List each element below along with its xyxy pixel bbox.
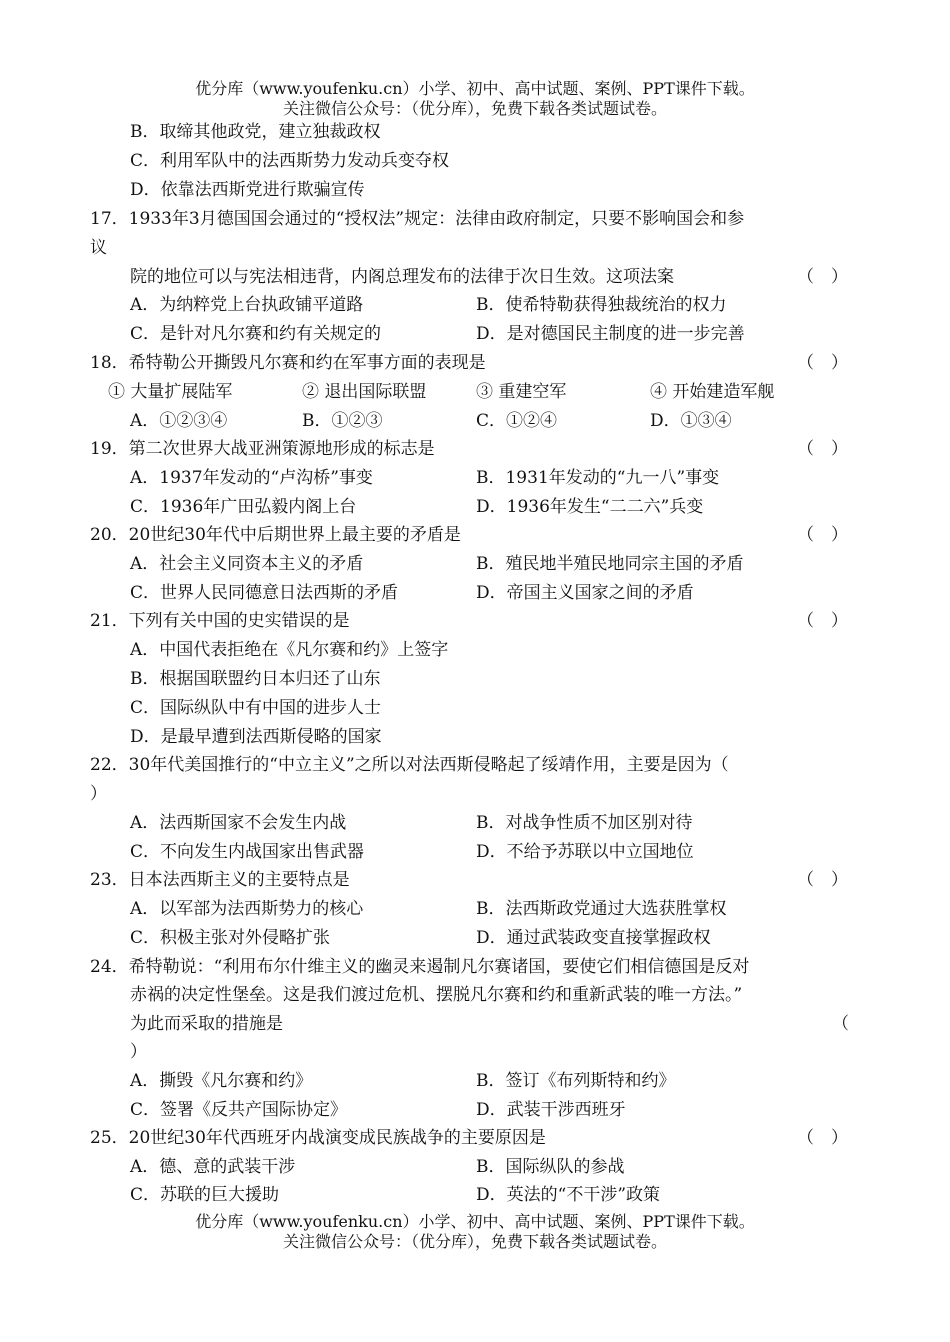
header-line-1: 优分库（www.youfenku.cn）小学、初中、高中试题、案例、PPT课件下载。 bbox=[195, 79, 755, 98]
q20-option-d: D．帝国主义国家之间的矛盾 bbox=[476, 583, 694, 603]
q25-option-b: B．国际纵队的参战 bbox=[476, 1157, 625, 1177]
q21-answer-paren: （ ） bbox=[797, 611, 848, 631]
q21-option-b: B．根据国联盟约日本归还了山东 bbox=[130, 669, 381, 689]
q16-option-c: C．利用军队中的法西斯势力发动兵变夺权 bbox=[130, 151, 450, 171]
q22-option-d: D．不给予苏联以中立国地位 bbox=[476, 842, 694, 862]
q24-option-c: C．签署《反共产国际协定》 bbox=[130, 1100, 348, 1120]
q18-option-a: A．①②③④ bbox=[130, 411, 228, 431]
q24-stem-line-2: 赤祸的决定性堡垒。这是我们渡过危机、摆脱凡尔赛和约和重新武装的唯一方法。” bbox=[130, 985, 743, 1005]
q17-stem-line-1: 17．1933年3月德国国会通过的“授权法”规定：法律由政府制定，只要不影响国会和参 bbox=[90, 209, 745, 229]
q23-stem: 23．日本法西斯主义的主要特点是 bbox=[90, 870, 350, 890]
q19-stem: 19．第二次世界大战亚洲策源地形成的标志是 bbox=[90, 439, 435, 459]
q24-stem-line-1: 24．希特勒说：“利用布尔什维主义的幽灵来遏制凡尔赛诸国，要使它们相信德国是反对 bbox=[90, 957, 750, 977]
q20-stem: 20．20世纪30年代中后期世界上最主要的矛盾是 bbox=[90, 525, 461, 545]
q17-option-b: B．使希特勒获得独裁统治的权力 bbox=[476, 295, 727, 315]
q18-option-c: C．①②④ bbox=[476, 411, 558, 431]
q18-item-1: ① 大量扩展陆军 bbox=[108, 382, 233, 402]
q24-stem-line-3: 为此而采取的措施是 bbox=[130, 1014, 283, 1034]
q21-option-d: D．是最早遭到法西斯侵略的国家 bbox=[130, 727, 382, 747]
q19-option-d: D．1936年发生“二二六”兵变 bbox=[476, 497, 704, 517]
q17-stem-line-3: 院的地位可以与宪法相违背，内阁总理发布的法律于次日生效。这项法案 bbox=[130, 267, 674, 287]
q21-option-a: A．中国代表拒绝在《凡尔赛和约》上签字 bbox=[130, 640, 449, 660]
q17-option-a: A．为纳粹党上台执政铺平道路 bbox=[130, 295, 364, 315]
q25-answer-paren: （ ） bbox=[797, 1128, 848, 1148]
q23-option-b: B．法西斯政党通过大选获胜掌权 bbox=[476, 899, 727, 919]
q20-option-a: A．社会主义同资本主义的矛盾 bbox=[130, 554, 364, 574]
q24-paren-open: （ bbox=[832, 1014, 849, 1034]
q22-stem-line-2: ） bbox=[90, 784, 107, 804]
q19-option-c: C．1936年广田弘毅内阁上台 bbox=[130, 497, 357, 517]
q24-option-a: A．撕毁《凡尔赛和约》 bbox=[130, 1071, 313, 1091]
q24-option-b: B．签订《布列斯特和约》 bbox=[476, 1071, 676, 1091]
q17-stem-line-2: 议 bbox=[90, 238, 107, 258]
q22-option-a: A．法西斯国家不会发生内战 bbox=[130, 813, 347, 833]
q22-option-c: C．不向发生内战国家出售武器 bbox=[130, 842, 365, 862]
q25-option-c: C．苏联的巨大援助 bbox=[130, 1185, 280, 1205]
q17-answer-paren: （ ） bbox=[797, 267, 848, 287]
q16-option-b: B．取缔其他政党，建立独裁政权 bbox=[130, 122, 381, 142]
q18-item-2: ② 退出国际联盟 bbox=[302, 382, 427, 402]
q18-answer-paren: （ ） bbox=[797, 353, 848, 373]
q17-option-c: C．是针对凡尔赛和约有关规定的 bbox=[130, 324, 382, 344]
q24-paren-close: ） bbox=[130, 1042, 147, 1062]
q21-option-c: C．国际纵队中有中国的进步人士 bbox=[130, 698, 382, 718]
q19-answer-paren: （ ） bbox=[797, 439, 848, 459]
q18-item-4: ④ 开始建造军舰 bbox=[650, 382, 775, 402]
q23-option-d: D．通过武装政变直接掌握政权 bbox=[476, 928, 711, 948]
q22-stem-line-1: 22．30年代美国推行的“中立主义”之所以对法西斯侵略起了绥靖作用，主要是因为（ bbox=[90, 755, 729, 775]
q22-option-b: B．对战争性质不加区别对待 bbox=[476, 813, 693, 833]
q18-stem: 18．希特勒公开撕毁凡尔赛和约在军事方面的表现是 bbox=[90, 353, 486, 373]
q20-option-b: B．殖民地半殖民地同宗主国的矛盾 bbox=[476, 554, 744, 574]
header-line-2: 关注微信公众号：（优分库），免费下载各类试题试卷。 bbox=[282, 99, 667, 118]
q20-option-c: C．世界人民同德意日法西斯的矛盾 bbox=[130, 583, 399, 603]
q23-option-a: A．以军部为法西斯势力的核心 bbox=[130, 899, 364, 919]
q23-option-c: C．积极主张对外侵略扩张 bbox=[130, 928, 331, 948]
q19-option-a: A．1937年发动的“卢沟桥”事变 bbox=[130, 468, 373, 488]
q25-option-d: D．英法的“不干涉”政策 bbox=[476, 1185, 661, 1205]
q19-option-b: B．1931年发动的“九一八”事变 bbox=[476, 468, 720, 488]
q18-option-b: B．①②③ bbox=[302, 411, 383, 431]
q17-option-d: D．是对德国民主制度的进一步完善 bbox=[476, 324, 745, 344]
footer-line-1: 优分库（www.youfenku.cn）小学、初中、高中试题、案例、PPT课件下载。 bbox=[195, 1212, 755, 1231]
q23-answer-paren: （ ） bbox=[797, 870, 848, 890]
q25-option-a: A．德、意的武装干涉 bbox=[130, 1157, 296, 1177]
q24-option-d: D．武装干涉西班牙 bbox=[476, 1100, 626, 1120]
q21-stem: 21．下列有关中国的史实错误的是 bbox=[90, 611, 350, 631]
q20-answer-paren: （ ） bbox=[797, 525, 848, 545]
q16-option-d: D．依靠法西斯党进行欺骗宣传 bbox=[130, 180, 365, 200]
footer-line-2: 关注微信公众号：（优分库），免费下载各类试题试卷。 bbox=[282, 1232, 667, 1251]
q25-stem: 25．20世纪30年代西班牙内战演变成民族战争的主要原因是 bbox=[90, 1128, 546, 1148]
q18-option-d: D．①③④ bbox=[650, 411, 732, 431]
q18-item-3: ③ 重建空军 bbox=[476, 382, 567, 402]
